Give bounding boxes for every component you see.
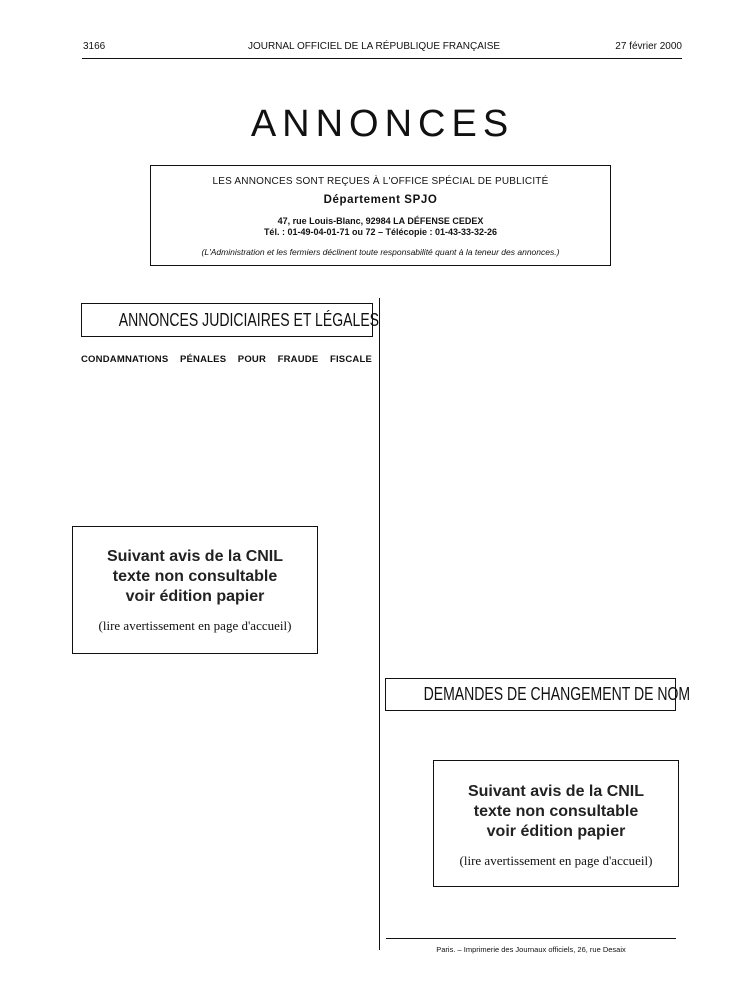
publication-info-box <box>150 165 611 266</box>
cnil-notice-line: voir édition papier <box>125 588 265 605</box>
header-rule <box>82 58 682 59</box>
cnil-notice-line: Suivant avis de la CNIL <box>467 783 645 800</box>
journal-title: JOURNAL OFFICIEL DE LA RÉPUBLIQUE FRANÇAISE <box>247 41 501 52</box>
cnil-notice-box <box>433 760 679 887</box>
cnil-notice-note: (lire avertissement en page d'accueil) <box>459 853 653 868</box>
cnil-notice-line: Suivant avis de la CNIL <box>106 548 284 565</box>
subheading-tax-fraud: CONDAMNATIONS PÉNALES POUR FRAUDE FISCALE <box>81 354 372 365</box>
cnil-notice-line: texte non consultable <box>112 568 278 585</box>
page-title: ANNONCES <box>250 103 515 145</box>
footer-rule <box>386 938 676 939</box>
info-line-address: 47, rue Louis-Blanc, 92984 LA DÉFENSE CEDEX <box>277 216 484 226</box>
info-line-disclaimer: (L'Administration et les fermiers déclinent toute responsabilité quant à la teneur des annonces.) <box>201 247 560 257</box>
section-heading-judicial <box>81 303 380 337</box>
cnil-notice-line: texte non consultable <box>473 803 639 820</box>
info-line-phone: Tél. : 01-49-04-01-71 ou 72 – Télécopie : 01-43-33-32-26 <box>263 227 498 237</box>
issue-date: 27 février 2000 <box>615 41 682 52</box>
info-line-office: LES ANNONCES SONT REÇUES À L'OFFICE SPÉCIAL DE PUBLICITÉ <box>212 176 549 187</box>
section-heading-name-change-text: DEMANDES DE CHANGEMENT DE NOM <box>423 684 691 704</box>
column-divider <box>379 298 380 950</box>
info-line-department: Département SPJO <box>323 194 438 206</box>
cnil-notice-line: voir édition papier <box>486 823 626 840</box>
page-number: 3166 <box>83 41 106 52</box>
cnil-notice-note: (lire avertissement en page d'accueil) <box>98 618 292 633</box>
section-heading-name-change <box>385 678 691 711</box>
printer-footer: Paris. – Imprimerie des Journaux officiels, 26, rue Desaix <box>436 945 626 954</box>
section-heading-judicial-text: ANNONCES JUDICIAIRES ET LÉGALES <box>118 310 380 330</box>
cnil-notice-box <box>72 526 318 654</box>
